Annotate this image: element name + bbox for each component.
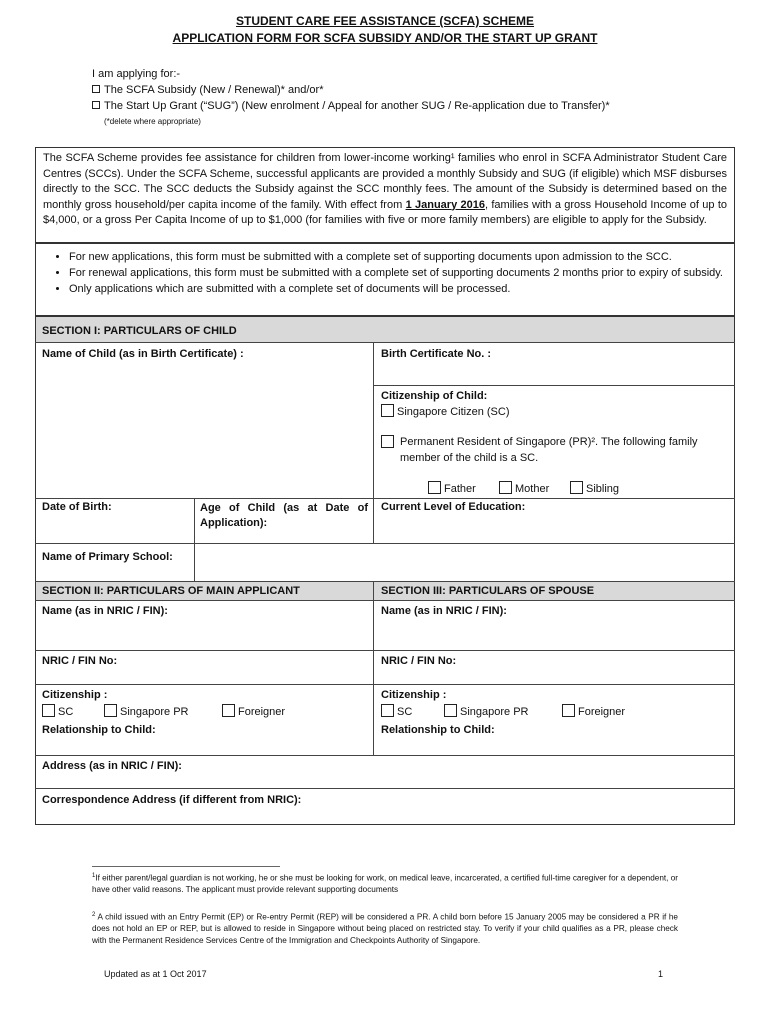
- spouse-citizenship-label: Citizenship :: [381, 689, 447, 701]
- spouse-relationship-label: Relationship to Child:: [381, 724, 495, 736]
- mother-option[interactable]: Mother: [499, 481, 549, 495]
- footnote-2: $^2$ A child issued with an Entry Permit (EP) or Re-entry Permit (REP) will be considered a PR. A child born before 15 January 2005 may be considered a PR if he does not hold an EP or REP, but is allowed to reside in Singapore without being placed on restricted stay. To verify if your child qualifies as a PR, please check with the Permanent Residence Services Centre of the Immigration and Checkpoints Authority of Singapore.: [92, 912, 678, 945]
- applicant-pr-option[interactable]: Singapore PR: [104, 704, 189, 718]
- page-number: 1: [658, 969, 664, 979]
- checkbox-spouse-pr[interactable]: [444, 704, 457, 717]
- spouse-foreigner-option[interactable]: Foreigner: [562, 704, 625, 718]
- child-name-label: Name of Child (as in Birth Certificate) :: [42, 348, 244, 360]
- applicant-name-label: Name (as in NRIC / FIN):: [42, 605, 168, 617]
- education-label: Current Level of Education:: [381, 501, 526, 513]
- applicant-nric-label: NRIC / FIN No:: [42, 655, 118, 667]
- applicant-relationship-label: Relationship to Child:: [42, 724, 156, 736]
- applicant-foreigner-option[interactable]: Foreigner: [222, 704, 285, 718]
- updated-date: Updated as at 1 Oct 2017: [104, 969, 207, 979]
- applicant-citizenship-label: Citizenship :: [42, 689, 108, 701]
- checkbox-applicant-sc[interactable]: [42, 704, 55, 717]
- section1-heading: SECTION I: PARTICULARS OF CHILD: [42, 325, 237, 337]
- birth-cert-label: Birth Certificate No. :: [381, 348, 492, 360]
- section3-heading: SECTION III: PARTICULARS OF SPOUSE: [381, 585, 595, 597]
- checkbox-father[interactable]: [428, 481, 441, 494]
- checkbox-sibling[interactable]: [570, 481, 583, 494]
- correspondence-address-label: Correspondence Address (if different from NRIC):: [42, 794, 302, 806]
- child-sc-option[interactable]: Singapore Citizen (SC): [381, 404, 510, 418]
- instruction-item: • For new applications, this form must be submitted with a complete set of supporting documents upon admission to the SCC.: [69, 249, 734, 265]
- age-label: Age of Child (as at Date of Application):: [200, 502, 368, 529]
- dob-label: Date of Birth:: [42, 501, 112, 513]
- spouse-name-label: Name (as in NRIC / FIN):: [381, 605, 507, 617]
- checkbox-applicant-foreigner[interactable]: [222, 704, 235, 717]
- child-pr-option[interactable]: Permanent Resident of Singapore (PR)². The following family member of the child is a SC.: [381, 434, 721, 466]
- checkbox-child-pr[interactable]: [381, 435, 394, 448]
- option-scfa-subsidy[interactable]: The SCFA Subsidy (New / Renewal)* and/or*: [92, 84, 324, 96]
- checkbox-spouse-sc[interactable]: [381, 704, 394, 717]
- spouse-pr-option[interactable]: Singapore PR: [444, 704, 529, 718]
- checkbox-spouse-foreigner[interactable]: [562, 704, 575, 717]
- applicant-sc-option[interactable]: SC: [42, 704, 73, 718]
- child-citizenship-label: Citizenship of Child:: [381, 390, 488, 402]
- bullet-box: [35, 243, 735, 316]
- section2-heading: SECTION II: PARTICULARS OF MAIN APPLICANT: [42, 585, 300, 597]
- option-start-up-grant[interactable]: The Start Up Grant (“SUG”) (New enrolment / Appeal for another SUG / Re-application due to Transfer)*: [92, 100, 610, 112]
- instruction-list: [36, 249, 734, 297]
- applying-intro: I am applying for:-: [92, 68, 181, 80]
- effective-date: 1 January 2016: [405, 198, 485, 211]
- checkbox-mother[interactable]: [499, 481, 512, 494]
- delete-note: (*delete where appropriate): [104, 117, 201, 126]
- footnote-1: $^1$If either parent/legal guardian is not working, he or she must be looking for work, on medical leave, incarcerated, a certified full-time caregiver for a dependent, or have other valid reasons. The applicant must provide relevant supporting documents: [92, 873, 678, 895]
- intro-paragraph: The SCFA Scheme provides fee assistance for children from lower-income working¹ families who enrol in SCFA Administrator Student Care Centres (SCCs). Under the SCFA Scheme, successful applicants are provided a monthly Subsidy and SUG (if eligible) which MSF disburses directly to the SCC. The SCC deducts the Subsidy against the SCC monthly fees. The amount of the Subsidy is determined based on the monthly gross household/per capita income of the family. With effect from 1 January 2016, families with a gross Household Income of up to $4,000, or a gross Per Capita Income of up to $1,000 (for families with five or more family members) are eligible to apply for the Subsidy.: [43, 152, 727, 226]
- spouse-nric-label: NRIC / FIN No:: [381, 655, 457, 667]
- checkbox-applicant-pr[interactable]: [104, 704, 117, 717]
- form-subtitle: APPLICATION FORM FOR SCFA SUBSIDY AND/OR THE START UP GRANT: [172, 31, 598, 45]
- sibling-option[interactable]: Sibling: [570, 481, 619, 495]
- primary-school-label: Name of Primary School:: [42, 551, 173, 563]
- instruction-item: • Only applications which are submitted with a complete set of documents will be processed.: [69, 281, 734, 297]
- checkbox-start-up-grant[interactable]: [92, 101, 100, 109]
- father-option[interactable]: Father: [428, 481, 476, 495]
- instruction-item: • For renewal applications, this form must be submitted with a complete set of supporting documents 2 months prior to expiry of subsidy.: [69, 265, 734, 281]
- spouse-sc-option[interactable]: SC: [381, 704, 412, 718]
- form-title: STUDENT CARE FEE ASSISTANCE (SCFA) SCHEME: [235, 14, 535, 28]
- intro-box: [35, 147, 735, 243]
- checkbox-scfa-subsidy[interactable]: [92, 85, 100, 93]
- address-label: Address (as in NRIC / FIN):: [42, 760, 182, 772]
- checkbox-child-sc[interactable]: [381, 404, 394, 417]
